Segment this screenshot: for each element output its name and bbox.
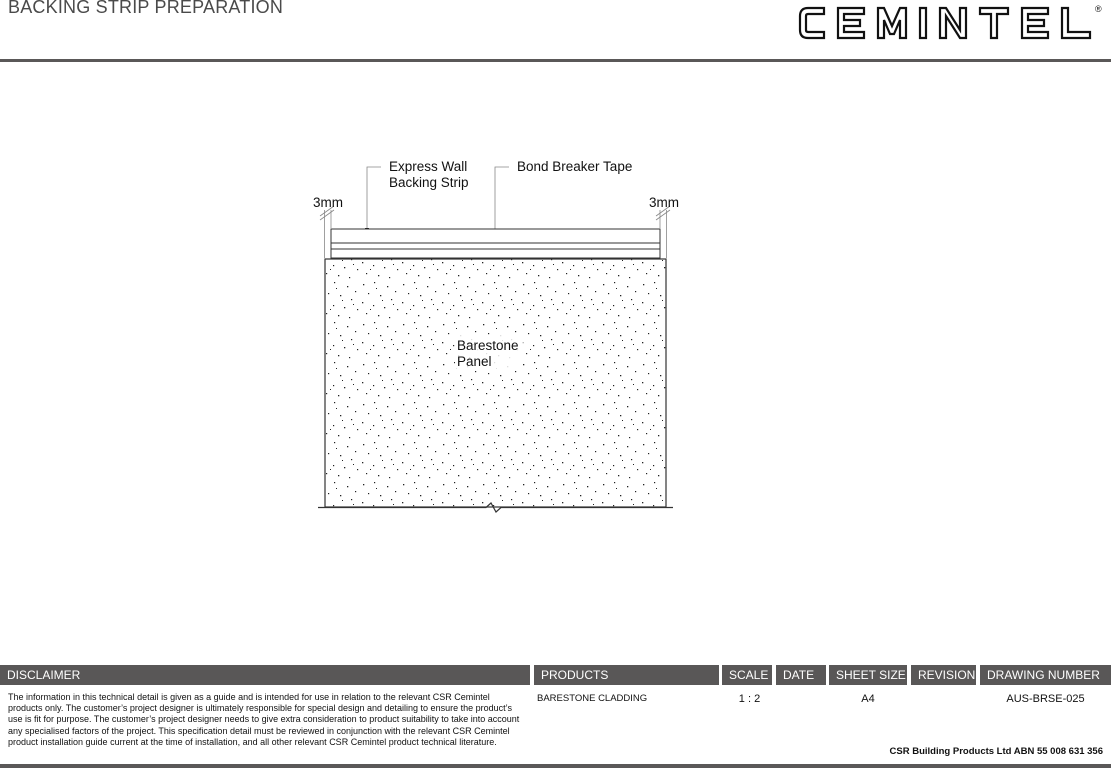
drawing-title: BACKING STRIP PREPARATION bbox=[8, 0, 284, 17]
label-bond-breaker-tape: Bond Breaker Tape bbox=[517, 159, 633, 174]
label-backing-strip bbox=[389, 159, 469, 191]
sheet-size-value: A4 bbox=[861, 693, 875, 705]
header-disclaimer: DISCLAIMER bbox=[0, 665, 530, 685]
drawing-number-value: AUS-BRSE-025 bbox=[1006, 693, 1085, 705]
label-panel-line2: Panel bbox=[457, 354, 492, 369]
scale-value: 1 : 2 bbox=[738, 693, 761, 705]
header-scale: SCALE bbox=[722, 665, 772, 685]
disclaimer-text: The information in this technical detail is given as a guide and is intended for use in relation to the relevant CSR Cemintel products only. The customer’s project designer is ultimately responsible for special design and detailing to ensure the product’s use is fit for purpose. The customer’s project designer needs to give extra consideration to product suitability to take into account any specialised factors of the project. This specification detail must be reviewed in conjunction with the relevant CSR Cemintel product installation guide current at the time of installation, and all other relevant CSR Cemintel product technical literature. bbox=[8, 692, 520, 747]
label-backing-strip-line2: Backing Strip bbox=[389, 175, 469, 190]
label-panel-line1: Barestone bbox=[457, 338, 519, 353]
products-value: BARESTONE CLADDING bbox=[537, 693, 648, 704]
header-products: PRODUCTS bbox=[534, 665, 719, 685]
company-abn: CSR Building Products Ltd ABN 55 008 631 356 bbox=[889, 746, 1103, 757]
header-sheet-size: SHEET SIZE bbox=[829, 665, 907, 685]
header-revision: REVISION bbox=[911, 665, 976, 685]
bottom-divider bbox=[0, 764, 1111, 768]
label-gap-right: 3mm bbox=[649, 195, 679, 210]
header-date: DATE bbox=[776, 665, 826, 685]
label-gap-left: 3mm bbox=[313, 195, 343, 210]
header-drawing-number: DRAWING NUMBER bbox=[980, 665, 1111, 685]
label-barestone-panel bbox=[457, 338, 519, 370]
label-backing-strip-line1: Express Wall bbox=[389, 159, 468, 174]
svg-text:®: ® bbox=[1095, 4, 1102, 14]
